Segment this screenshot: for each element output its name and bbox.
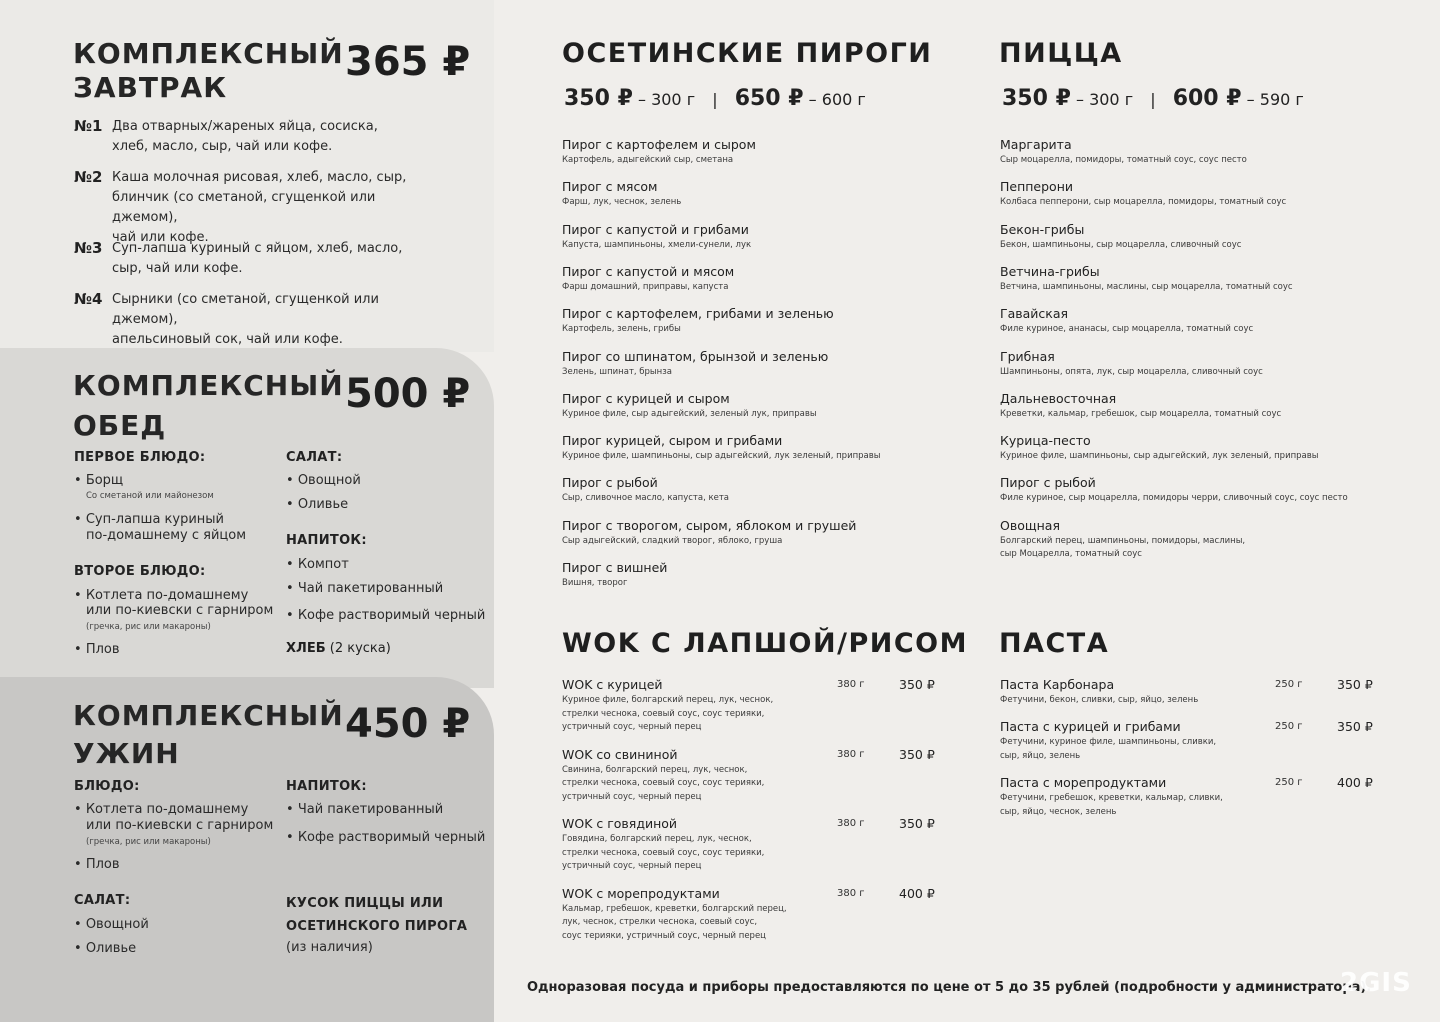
pizza-item-name: Гавайская bbox=[1000, 306, 1069, 322]
pie-item-name: Пирог с рыбой bbox=[562, 475, 658, 491]
wok-item-weight: 380 г bbox=[837, 748, 865, 760]
pie-item-desc: Картофель, зелень, грибы bbox=[562, 324, 681, 335]
wok-item-desc: стрелки чеснока, соевый соус, соус терияки, bbox=[562, 847, 765, 858]
lunch-price: 500 ₽ bbox=[345, 371, 471, 417]
pie-item-name: Пирог с картофелем, грибами и зеленью bbox=[562, 306, 834, 322]
pie-item-name: Пирог с капустой и мясом bbox=[562, 263, 735, 279]
lunch-first-item: • Борщ bbox=[74, 472, 123, 489]
pie-item-desc: Фарш, лук, чеснок, зелень bbox=[562, 197, 682, 208]
pasta-item-desc: Фетучини, куриное филе, шампиньоны, сливки, bbox=[1000, 737, 1217, 747]
footer-note: Одноразовая посуда и приборы предоставляются по цене от 5 до 35 рублей (подробности у администратора). bbox=[527, 980, 1372, 995]
pasta-item-weight: 250 г bbox=[1275, 679, 1303, 690]
pasta-item-weight: 250 г bbox=[1275, 721, 1303, 732]
pie-item-name: Пирог с мясом bbox=[562, 179, 658, 195]
wok-item-desc: Кальмар, гребешок, креветки, болгарский перец, bbox=[562, 903, 787, 914]
pie-item-desc: Вишня, творог bbox=[562, 578, 628, 588]
pasta-item-price: 400 ₽ bbox=[1337, 775, 1373, 790]
pie-item-name: Пирог с курицей и сыром bbox=[562, 390, 730, 406]
dinner-drink-item: • Чай пакетированный bbox=[286, 801, 443, 818]
pasta-item-name: Паста Карбонара bbox=[1000, 677, 1115, 692]
wok-item-desc: соус терияки, устричный соус, черный перец bbox=[562, 930, 766, 941]
lunch-drink-item: • Чай пакетированный bbox=[286, 580, 443, 597]
lunch-first-course-label: ПЕРВОЕ БЛЮДО: bbox=[74, 450, 206, 465]
pie-item-name: Пирог с картофелем и сыром bbox=[562, 137, 756, 152]
pasta-item-price: 350 ₽ bbox=[1337, 677, 1373, 692]
wok-item-desc: стрелки чеснока, соевый соус, соус терияки, bbox=[562, 778, 765, 788]
pizza-item-name: Грибная bbox=[1000, 348, 1055, 364]
pasta-item-name: Паста с курицей и грибами bbox=[1000, 719, 1181, 734]
wok-item-price: 400 ₽ bbox=[899, 885, 935, 901]
pie-item-desc: Куриное филе, шампиньоны, сыр адыгейский, лук зеленый, приправы bbox=[562, 451, 881, 462]
wok-item-name: WOK с говядиной bbox=[562, 816, 678, 831]
pizza-item-name: Ветчина-грибы bbox=[1000, 263, 1100, 279]
lunch-title: КОМПЛЕКСНЫЙ ОБЕД bbox=[73, 369, 344, 442]
wok-item-weight: 380 г bbox=[837, 818, 865, 829]
dinner-dish-item: • Плов bbox=[74, 856, 120, 873]
pie-item-name: Пирог со шпинатом, брынзой и зеленью bbox=[562, 348, 829, 364]
pie-item-desc: Куриное филе, сыр адыгейский, зеленый лук, приправы bbox=[562, 408, 817, 419]
pizza-item-desc: Куриное филе, шампиньоны, сыр адыгейский, лук зеленый, приправы bbox=[1000, 451, 1319, 462]
wok-item-desc: Куриное филе, болгарский перец, лук, чеснок, bbox=[562, 695, 774, 705]
pizza-item-name: Бекон-грибы bbox=[1000, 221, 1085, 237]
pizza-item-desc: Ветчина, шампиньоны, маслины, сыр моцарелла, томатный соус bbox=[1000, 281, 1293, 292]
pie-item-name: Пирог курицей, сыром и грибами bbox=[562, 433, 783, 449]
breakfast-option-number: №3 bbox=[74, 239, 103, 257]
lunch-salad-item: • Оливье bbox=[286, 496, 348, 513]
lunch-bread: ХЛЕБ (2 куска) bbox=[286, 641, 391, 656]
lunch-salad-item: • Овощной bbox=[286, 472, 361, 489]
pie-item-name: Пирог с творогом, сыром, яблоком и грушей bbox=[562, 517, 857, 533]
wok-item-desc: устричный соус, черный перец bbox=[562, 861, 702, 871]
wok-title: WOK С ЛАПШОЙ/РИСОМ bbox=[562, 628, 968, 659]
breakfast-option-text: Каша молочная рисовая, хлеб, масло, сыр, блинчик (со сметаной, сгущенкой или джемом), чай или кофе. bbox=[112, 170, 407, 245]
wok-item-desc: Говядина, болгарский перец, лук, чеснок, bbox=[562, 834, 752, 844]
pizza-item-desc: Бекон, шампиньоны, сыр моцарелла, сливочный соус bbox=[1000, 239, 1242, 250]
breakfast-option-number: №4 bbox=[74, 290, 103, 308]
lunch-second-item-cont: или по-киевски с гарниром bbox=[86, 603, 274, 618]
pies-price-row: 350 ₽ – 300 г | 650 ₽ – 600 г bbox=[564, 86, 866, 111]
lunch-first-item-cont: по-домашнему с яйцом bbox=[86, 528, 247, 543]
pizza-item-desc: Креветки, кальмар, гребешок, сыр моцарелла, томатный соус bbox=[1000, 408, 1282, 419]
breakfast-option-text: Два отварных/жареных яйца, сосиска, хлеб, масло, сыр, чай или кофе. bbox=[112, 119, 378, 154]
breakfast-option-number: №2 bbox=[74, 168, 103, 186]
pizza-item-desc: Колбаса пепперони, сыр моцарелла, помидоры, томатный соус bbox=[1000, 197, 1287, 208]
pizza-item-desc: Филе куриное, сыр моцарелла, помидоры черри, сливочный соус, соус песто bbox=[1000, 493, 1348, 504]
wok-item-name: WOK с морепродуктами bbox=[562, 885, 720, 901]
pasta-item-price: 350 ₽ bbox=[1337, 719, 1373, 734]
dinner-extra-note: (из наличия) bbox=[286, 940, 373, 955]
wok-item-desc: устричный соус, черный перец bbox=[562, 791, 702, 802]
pie-item-desc: Картофель, адыгейский сыр, сметана bbox=[562, 155, 734, 165]
wok-item-price: 350 ₽ bbox=[899, 677, 935, 692]
breakfast-option-text: Сырники (со сметаной, сгущенкой или джемом), апельсиновый сок, чай или кофе. bbox=[112, 292, 379, 347]
pasta-item-weight: 250 г bbox=[1275, 777, 1303, 788]
pasta-item-desc: Фетучини, бекон, сливки, сыр, яйцо, зелень bbox=[1000, 695, 1199, 705]
wok-item-name: WOK с курицей bbox=[562, 677, 663, 692]
wok-item-desc: Свинина, болгарский перец, лук, чеснок, bbox=[562, 764, 748, 775]
pizza-item-desc: Шампиньоны, опята, лук, сыр моцарелла, сливочный соус bbox=[1000, 366, 1263, 377]
pie-item-desc: Сыр адыгейский, сладкий творог, яблоко, груша bbox=[562, 535, 783, 546]
pizza-item-desc: Сыр моцарелла, помидоры, томатный соус, соус песто bbox=[1000, 155, 1247, 165]
breakfast-price: 365 ₽ bbox=[345, 39, 471, 85]
lunch-drink-item: • Компот bbox=[286, 556, 349, 573]
pizza-item-desc: Болгарский перец, шампиньоны, помидоры, маслины, bbox=[1000, 535, 1246, 546]
pie-item-desc: Зелень, шпинат, брынза bbox=[562, 366, 672, 377]
lunch-second-item: • Плов bbox=[74, 641, 120, 658]
pizza-item-name: Пепперони bbox=[1000, 179, 1074, 195]
lunch-first-item: • Суп-лапша куриный bbox=[74, 511, 224, 528]
pie-item-desc: Капуста, шампиньоны, хмели-сунели, лук bbox=[562, 239, 752, 250]
pizza-item-desc: Филе куриное, ананасы, сыр моцарелла, томатный соус bbox=[1000, 324, 1254, 335]
breakfast-title: КОМПЛЕКСНЫЙ ЗАВТРАК bbox=[73, 37, 344, 104]
dinner-extra-label: КУСОК ПИЦЦЫ ИЛИ ОСЕТИНСКОГО ПИРОГА bbox=[286, 896, 468, 934]
pizza-item-name: Курица-песто bbox=[1000, 433, 1091, 449]
pasta-item-name: Паста с морепродуктами bbox=[1000, 775, 1167, 790]
dinner-price: 450 ₽ bbox=[345, 701, 471, 747]
lunch-first-note: Со сметаной или майонезом bbox=[86, 491, 214, 501]
pies-title: ОСЕТИНСКИЕ ПИРОГИ bbox=[562, 38, 933, 69]
dinner-dish-note: (гречка, рис или макароны) bbox=[86, 837, 211, 847]
dinner-dish-label: БЛЮДО: bbox=[74, 779, 140, 794]
dinner-salad-item: • Оливье bbox=[74, 940, 136, 957]
wok-item-weight: 380 г bbox=[837, 679, 865, 690]
pasta-title: ПАСТА bbox=[999, 628, 1110, 659]
pizza-item-name: Маргарита bbox=[1000, 137, 1072, 152]
pie-item-desc: Фарш домашний, приправы, капуста bbox=[562, 281, 729, 292]
wok-item-desc: лук, чеснок, стрелки чеснока, соевый соус, bbox=[562, 917, 758, 927]
breakfast-option-number: №1 bbox=[74, 117, 103, 135]
dinner-drink-item: • Кофе растворимый черный bbox=[286, 829, 485, 846]
pasta-item-desc: сыр, яйцо, зелень bbox=[1000, 750, 1081, 761]
watermark-logo: 2GIS bbox=[1340, 968, 1412, 998]
dinner-salad-label: САЛАТ: bbox=[74, 893, 131, 908]
dinner-title: КОМПЛЕКСНЫЙ УЖИН bbox=[73, 699, 344, 770]
lunch-second-course-label: ВТОРОЕ БЛЮДО: bbox=[74, 564, 206, 579]
pizza-title: ПИЦЦА bbox=[999, 38, 1123, 69]
lunch-drink-label: НАПИТОК: bbox=[286, 533, 367, 548]
pizza-item-name: Овощная bbox=[1000, 517, 1060, 533]
wok-item-name: WOK со свининой bbox=[562, 746, 678, 762]
pizza-item-desc: сыр Моцарелла, томатный соус bbox=[1000, 549, 1142, 560]
pizza-item-name: Дальневосточная bbox=[1000, 390, 1117, 406]
dinner-dish-item: • Котлета по-домашнему bbox=[74, 801, 248, 818]
pie-item-desc: Сыр, сливочное масло, капуста, кета bbox=[562, 493, 730, 504]
pasta-item-desc: сыр, яйцо, чеснок, зелень bbox=[1000, 806, 1117, 817]
lunch-second-item: • Котлета по-домашнему bbox=[74, 587, 248, 604]
wok-item-price: 350 ₽ bbox=[899, 746, 935, 762]
lunch-second-note: (гречка, рис или макароны) bbox=[86, 622, 211, 632]
pasta-item-desc: Фетучини, гребешок, креветки, кальмар, сливки, bbox=[1000, 793, 1223, 803]
pie-item-name: Пирог с капустой и грибами bbox=[562, 221, 749, 237]
wok-item-weight: 380 г bbox=[837, 887, 865, 899]
pizza-price-row: 350 ₽ – 300 г | 600 ₽ – 590 г bbox=[1002, 86, 1304, 111]
dinner-drink-label: НАПИТОК: bbox=[286, 779, 367, 794]
wok-item-desc: устричный соус, черный перец bbox=[562, 722, 702, 732]
dinner-salad-item: • Овощной bbox=[74, 916, 149, 933]
breakfast-option-text: Суп-лапша куриный с яйцом, хлеб, масло, сыр, чай или кофе. bbox=[112, 241, 403, 276]
dinner-dish-item-cont: или по-киевски с гарниром bbox=[86, 818, 274, 833]
wok-item-desc: стрелки чеснока, соевый соус, соус терияки, bbox=[562, 708, 765, 719]
pizza-item-name: Пирог с рыбой bbox=[1000, 475, 1096, 491]
lunch-salad-label: САЛАТ: bbox=[286, 450, 343, 465]
pie-item-name: Пирог с вишней bbox=[562, 560, 668, 575]
lunch-drink-item: • Кофе растворимый черный bbox=[286, 607, 485, 624]
wok-item-price: 350 ₽ bbox=[899, 816, 935, 831]
